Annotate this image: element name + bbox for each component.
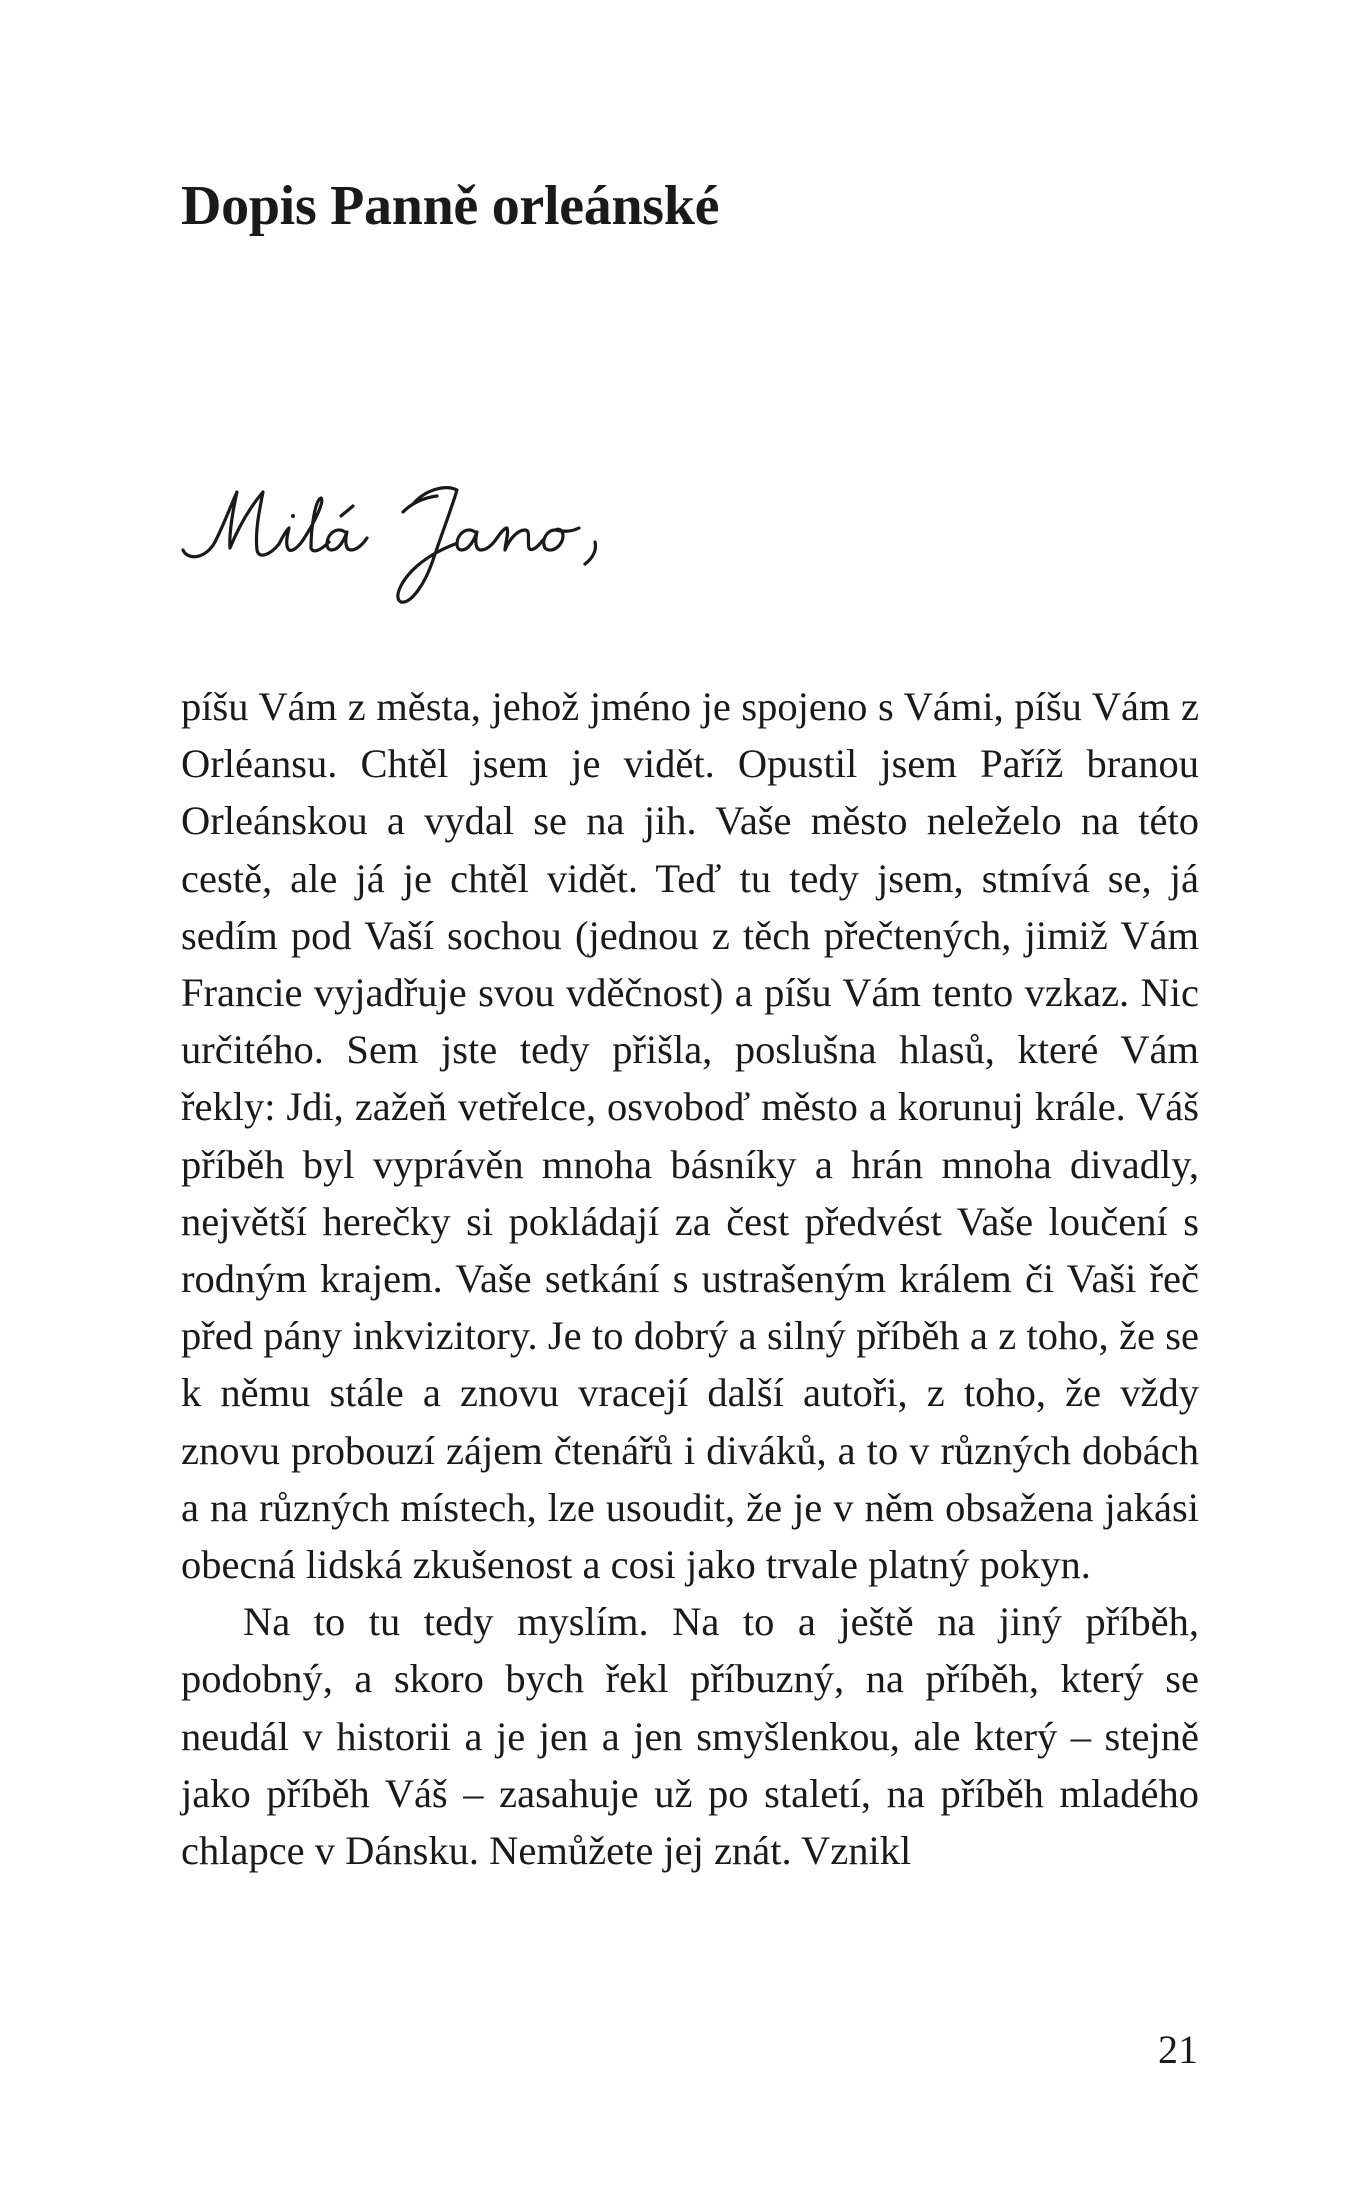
chapter-title: Dopis Panně orleánské <box>181 175 720 237</box>
paragraph-2: Na to tu tedy myslím. Na to a ještě na jiný příběh, podobný, a skoro bych řekl příbuzný, na příběh, který se neudál v historii a je jen a jen smyšlenkou, ale který – stejně jako příběh Váš – zasahuje už po staletí, na příběh mladého chlapce v Dánsku. Nemůžete jej znát. Vznikl <box>181 1599 1199 1874</box>
letter-body <box>181 678 1199 1879</box>
paragraph-1: píšu Vám z města, jehož jméno je spojeno s Vámi, píšu Vám z Orléansu. Chtěl jsem je vidět. Opustil jsem Paříž branou Orleánskou a vydal se na jih. Vaše město neleželo na této cestě, ale já je chtěl vidět. Teď tu tedy jsem, stmívá se, já sedím pod Vaší sochou (jednou z těch přečtených, jimiž Vám Francie vyjadřuje svou vděčnost) a píšu Vám tento vzkaz. Nic určitého. Sem jste tedy přišla, poslušna hlasů, které Vám řekly: Jdi, zažeň vetřelce, osvoboď město a korunuj krále. Váš příběh byl vyprávěn mnoha básníky a hrán mnoha divadly, největší herečky si pokládají za čest předvést Vaše loučení s rodným krajem. Vaše setkání s ustrašeným králem či Vaši řeč před pány inkvizitory. Je to dobrý a silný příběh a z toho, že se k němu stále a znovu vracejí další autoři, z toho, že vždy znovu probouzí zájem čtenářů i diváků, a to v různých dobách a na různých místech, lze usoudit, že je v něm obsažena jakási obecná lidská zkušenost a cosi jako trvale platný pokyn. <box>181 684 1199 1588</box>
page-number: 21 <box>1158 2027 1198 2072</box>
salutation-script-image <box>175 470 655 620</box>
handwritten-salutation <box>175 470 655 620</box>
